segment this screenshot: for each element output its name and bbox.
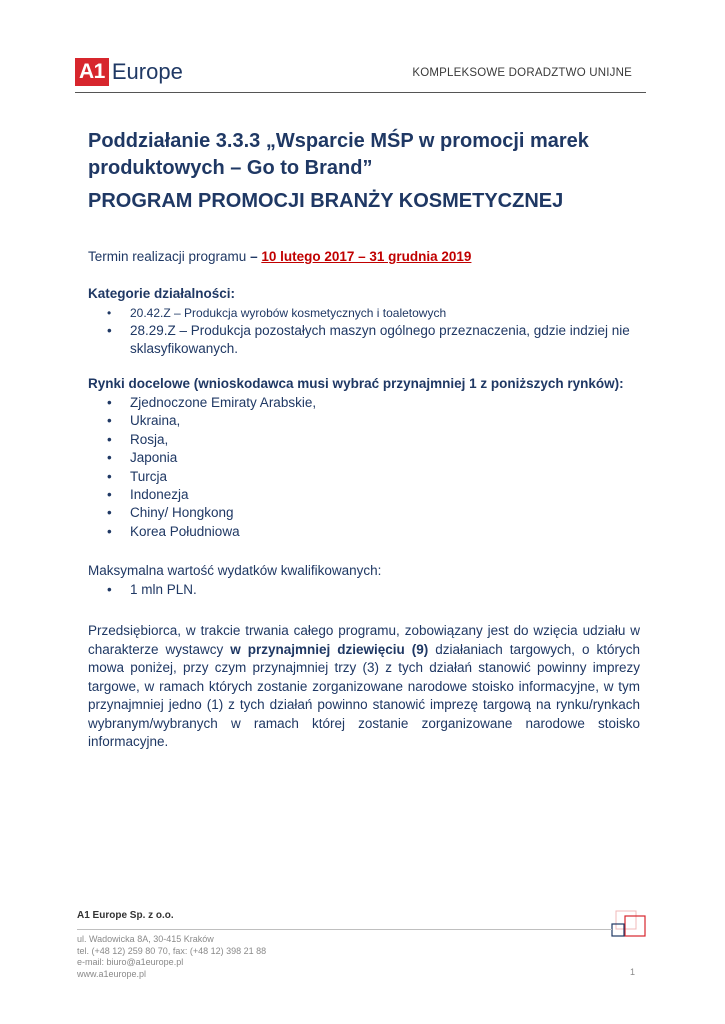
list-item: • 1 mln PLN. [88, 582, 197, 597]
footer-divider [77, 929, 612, 930]
list-item: • 20.42.Z – Produkcja wyrobów kosmetycznych i toaletowych [88, 304, 648, 322]
company-logo [75, 58, 183, 86]
max-value-heading: Maksymalna wartość wydatków kwalifikowanych: [88, 563, 382, 578]
paragraph-bold: w przynajmniej dziewięciu (9) [230, 641, 429, 657]
list-item: • Japonia [88, 449, 648, 467]
footer-address-block [77, 934, 266, 980]
footer-email: e-mail: biuro@a1europe.pl [77, 957, 184, 967]
categories-heading: Kategorie działalności: [88, 286, 236, 301]
footer-website: www.a1europe.pl [77, 968, 147, 979]
footer-squares-icon [611, 910, 647, 940]
footer-phone: tel. (+48 12) 259 80 70, fax: (+48 12) 398 21 88 [77, 945, 267, 956]
page-number: 1 [630, 967, 636, 977]
logo-a1-mark: A1 [75, 58, 109, 86]
paragraph-part-2: działaniach targowych, o których mowa poniżej, przy czym przynajmniej trzy (3) z tych działań stanowić powinny imprezy targowe, w ramach których zostanie zorganizowane narodowe stoisko informacyjne, w tym przynajmniej jedno (1) z tych działań powinno stanowić imprezę targową na rynku/rynkach wybranym/wybranych w ramach której zostanie zorganizowane narodowe stoisko informacyjne. [88, 641, 640, 749]
term-dash: – [250, 249, 262, 264]
list-item: • Indonezja [88, 486, 648, 504]
term-label: Termin realizacji programu [88, 249, 251, 264]
term-dates: 10 lutego 2017 – 31 grudnia 2019 [261, 249, 472, 264]
list-item: • 28.29.Z – Produkcja pozostałych maszyn ogólnego przeznaczenia, gdzie indziej nie sklasyfikowanych. [88, 322, 648, 358]
header-divider [75, 92, 646, 93]
obligation-paragraph [88, 622, 640, 752]
footer-company: A1 Europe Sp. z o.o. [77, 910, 174, 921]
list-item: • Korea Południowa [88, 523, 648, 541]
list-item: • Ukraina, [88, 412, 648, 430]
list-item: • Chiny/ Hongkong [88, 504, 648, 522]
program-term [88, 249, 471, 264]
header-tagline: KOMPLEKSOWE DORADZTWO UNIJNE [412, 67, 632, 79]
logo-wordmark: Europe [111, 59, 183, 84]
list-item: • Zjednoczone Emiraty Arabskie, [88, 394, 648, 412]
document-title: Poddziałanie 3.3.3 „Wsparcie MŚP w promocji marek produktowych – Go to Brand” [88, 130, 589, 179]
footer-address: ul. Wadowicka 8A, 30-415 Kraków [77, 934, 214, 944]
list-item: • Turcja [88, 468, 648, 486]
markets-list [88, 394, 648, 541]
paragraph-part-1: Przedsiębiorca, w trakcie trwania całego programu, zobowiązany jest do wzięcia udziału w charakterze wystawcy [88, 623, 640, 657]
document-subtitle: PROGRAM PROMOCJI BRANŻY KOSMETYCZNEJ [88, 190, 564, 212]
list-item: • Rosja, [88, 431, 648, 449]
categories-list [88, 304, 648, 358]
max-value-list [88, 582, 197, 597]
markets-heading: Rynki docelowe (wnioskodawca musi wybrać przynajmniej 1 z poniższych rynków): [88, 376, 624, 391]
